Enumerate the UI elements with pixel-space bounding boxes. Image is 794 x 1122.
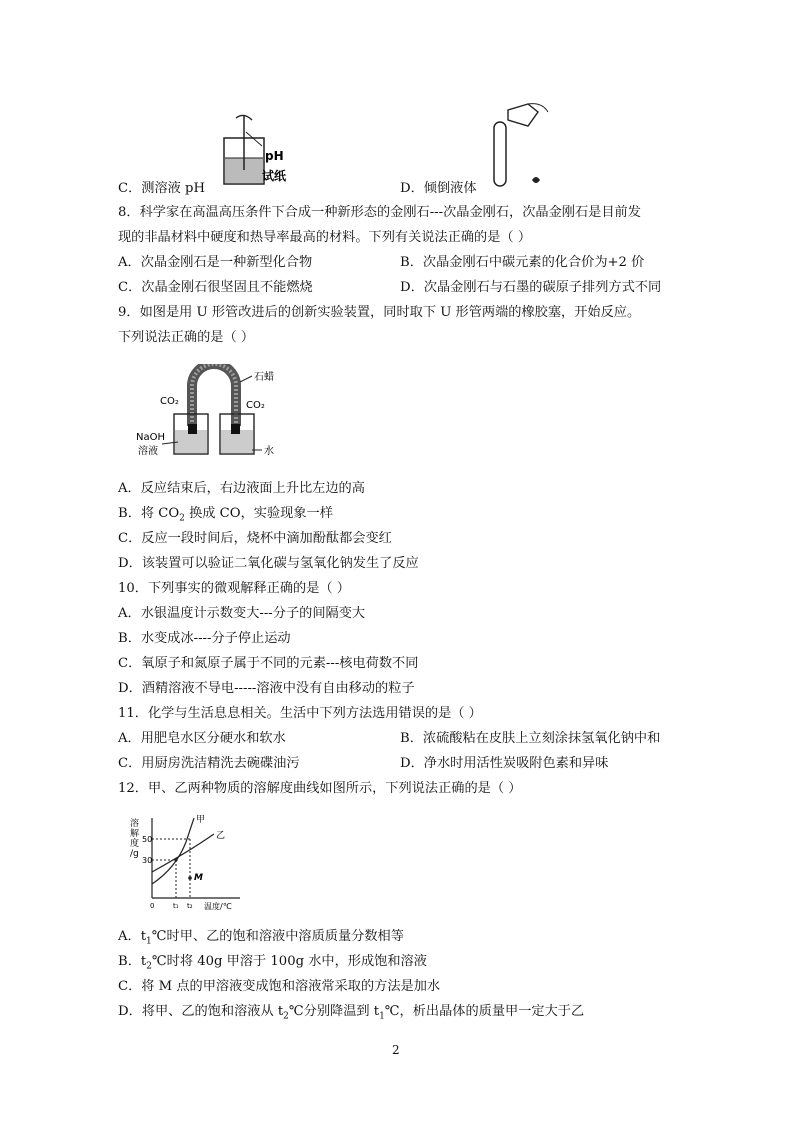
origin-label: 0 <box>150 902 155 910</box>
q12-option-c: C．将 M 点的甲溶液变成饱和溶液常采取的方法是加水 <box>118 979 441 994</box>
ph-test-figure <box>218 110 298 190</box>
q9-option-b: B．将 $CO_2$ 换成 CO，实验现象一样 <box>118 506 333 524</box>
q11-stem: 11．化学与生活息息相关。生活中下列方法选用错误的是（ ） <box>118 706 482 721</box>
q7-option-c: C．测溶液 pH <box>118 181 205 196</box>
y-label-1: 溶 <box>130 819 140 829</box>
t2-label: t₂ <box>187 902 193 910</box>
test-paper-label: 试纸 <box>262 169 287 183</box>
q11-option-d: D．净水时用活性炭吸附色素和异味 <box>400 756 609 771</box>
q10-option-a: A．水银温度计示数变大---分子的间隔变大 <box>118 606 366 621</box>
q8-stem-line2: 现的非晶材料中硬度和热导率最高的材料。下列有关说法正确的是（ ） <box>118 230 532 245</box>
q11-option-a: A．用肥皂水区分硬水和软水 <box>118 731 286 746</box>
x-axis-label: 温度/℃ <box>204 902 232 911</box>
q12-stem: 12．甲、乙两种物质的溶解度曲线如图所示，下列说法正确的是（ ） <box>118 781 522 796</box>
q8-option-a: A．次晶金刚石是一种新型化合物 <box>118 255 313 270</box>
q7-option-d: D．倾倒液体 <box>400 181 477 196</box>
y-tick-50: 50 <box>142 835 153 844</box>
q10-option-d: D．酒精溶液不导电-----溶液中没有自由移动的粒子 <box>118 681 415 696</box>
q10-option-b: B．水变成冰----分子停止运动 <box>118 631 291 646</box>
q12-option-b: B．$t_2℃$时将 40g 甲溶于 100g 水中，形成饱和溶液 <box>118 954 427 972</box>
co2-left-label: CO₂ <box>160 396 179 407</box>
q12-option-a: A．$t_1℃$时甲、乙的饱和溶液中溶质质量分数相等 <box>118 929 404 947</box>
y-label-3: 度 <box>130 839 140 849</box>
naoh-label: NaOH <box>136 432 165 443</box>
q8-option-c: C．次晶金刚石很坚固且不能燃烧 <box>118 280 313 295</box>
q8-option-b: B．次晶金刚石中碳元素的化合价为+2 价 <box>400 255 645 270</box>
pour-liquid-figure <box>486 100 556 192</box>
q9-option-a: A．反应结束后，右边液面上升比左边的高 <box>118 481 365 496</box>
q9-stem-line1: 9．如图是用 U 形管改进后的创新实验装置，同时取下 U 形管两端的橡胶塞，开始反应。 <box>118 305 641 320</box>
q10-stem: 10．下列事实的微观解释正确的是（ ） <box>118 581 350 596</box>
jia-curve-label: 甲 <box>196 815 206 825</box>
q11-option-b: B．浓硫酸粘在皮肤上立刻涂抹氢氧化钠中和 <box>400 731 661 746</box>
ph-label: pH <box>265 149 284 163</box>
y-label-2: 解 <box>130 829 140 839</box>
q10-option-c: C．氧原子和氮原子属于不同的元素---核电荷数不同 <box>118 656 419 671</box>
m-point-label: M <box>194 873 203 883</box>
yi-curve-label: 乙 <box>216 831 226 841</box>
q12-option-d: D．将甲、乙的饱和溶液从 $t_2℃$分别降温到 $t_1℃$，析出晶体的质量甲一定大于乙 <box>118 1004 585 1022</box>
water-label: 水 <box>264 446 274 457</box>
q9-option-c: C．反应一段时间后，烧杯中滴加酚酞都会变红 <box>118 531 392 546</box>
q8-option-d: D．次晶金刚石与石墨的碳原子排列方式不同 <box>400 280 662 295</box>
solubility-curve-figure <box>128 812 248 912</box>
t1-label: t₁ <box>173 902 179 910</box>
paraffin-label: 石蜡 <box>254 372 274 383</box>
q8-stem-line1: 8．科学家在高温高压条件下合成一种新形态的金刚石---次晶金刚石，次晶金刚石是目前发 <box>118 205 641 220</box>
q11-option-c: C．用厨房洗洁精洗去碗碟油污 <box>118 756 300 771</box>
co2-right-label: CO₂ <box>246 400 265 411</box>
q9-stem-line2: 下列说法正确的是（ ） <box>118 330 255 345</box>
solution-label: 溶液 <box>138 446 158 457</box>
page-number: 2 <box>392 1043 400 1057</box>
y-tick-30: 30 <box>142 856 153 865</box>
y-label-4: /g <box>130 849 139 859</box>
q9-option-d: D．该装置可以验证二氧化碳与氢氧化钠发生了反应 <box>118 556 419 571</box>
u-tube-figure <box>134 364 284 464</box>
